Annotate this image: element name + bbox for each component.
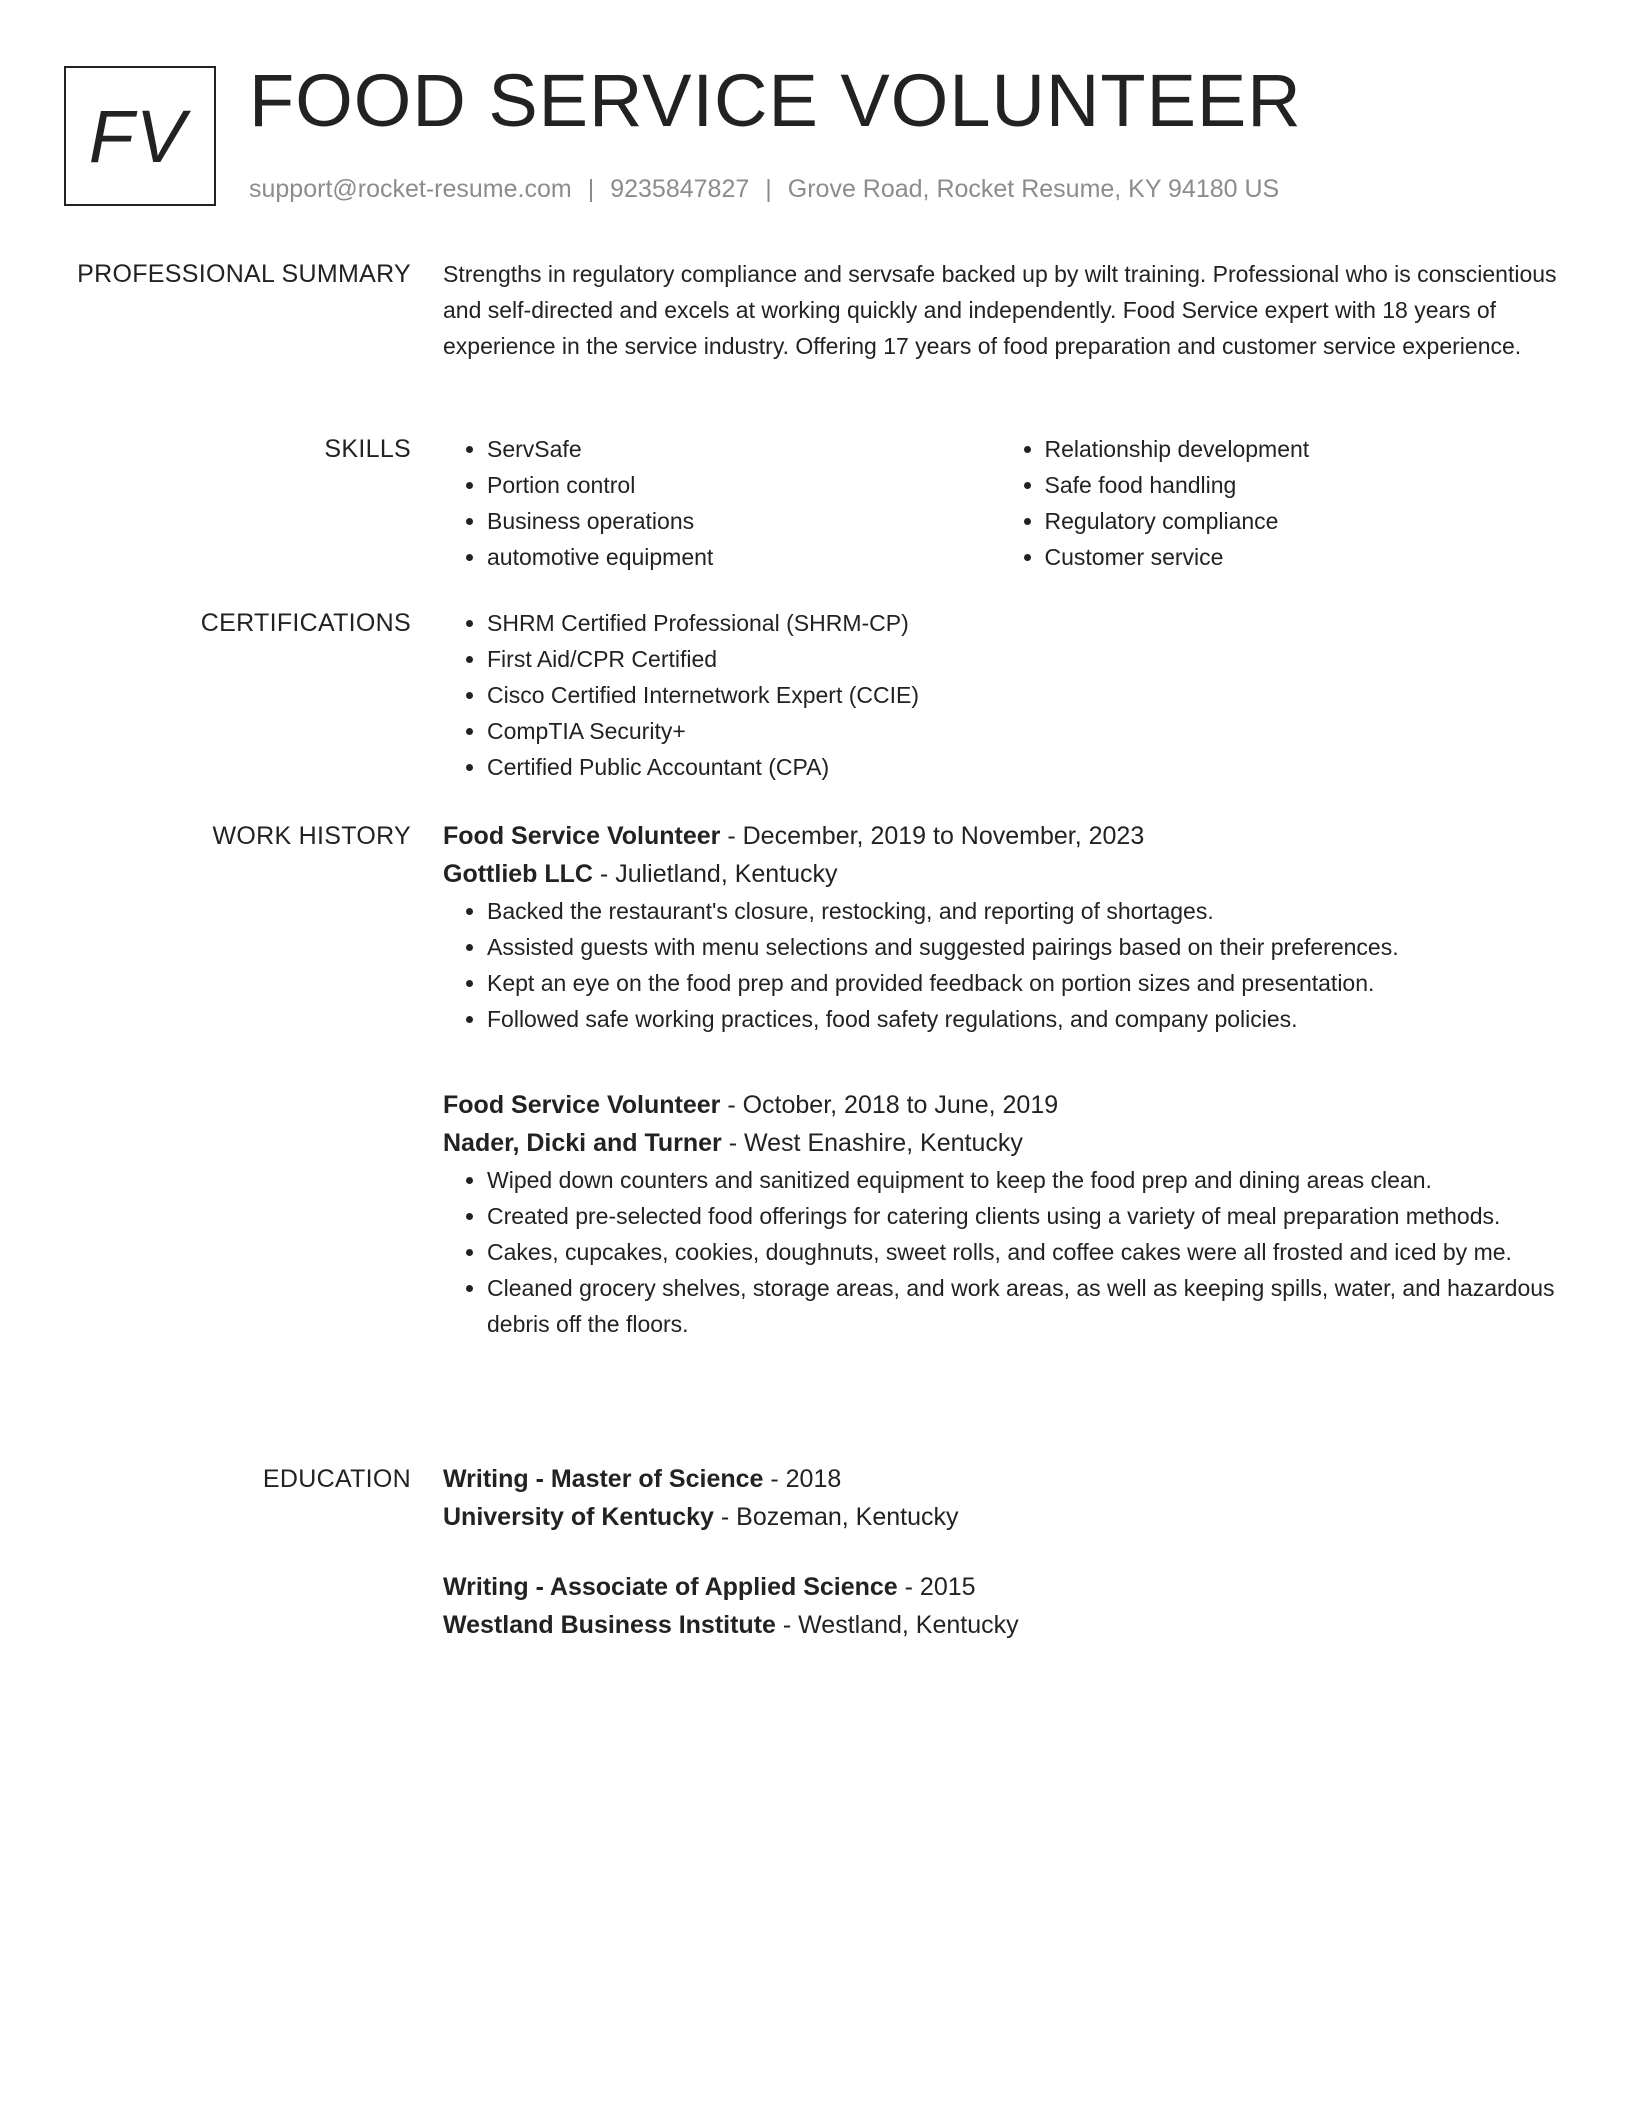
job-title-line	[443, 1086, 1558, 1124]
contact-separator: |	[587, 175, 595, 203]
job-bullet: • Followed safe working practices, food safety regulations, and company policies.	[487, 1001, 1558, 1037]
job-title: Food Service Volunteer	[443, 822, 721, 850]
school-line	[443, 1498, 1558, 1536]
degree-name: Writing - Associate of Applied Science	[443, 1573, 898, 1601]
section-label-education: EDUCATION	[262, 1465, 411, 1493]
contact-separator: |	[765, 175, 772, 203]
contact-line	[249, 172, 1279, 206]
job-bullets	[443, 1162, 1558, 1342]
skill-item: • ServSafe	[487, 431, 1001, 467]
school-location: - Bozeman, Kentucky	[713, 1503, 959, 1531]
job-location: - Julietland, Kentucky	[592, 860, 838, 888]
job-bullet: • Wiped down counters and sanitized equipment to keep the food prep and dining areas clean.	[487, 1162, 1558, 1198]
job-company: Nader, Dicki and Turner	[443, 1129, 722, 1157]
section-label-skills: SKILLS	[324, 435, 411, 463]
skills-list-right	[1001, 431, 1559, 575]
summary-text: Strengths in regulatory compliance and servsafe backed up by wilt training. Professional who is conscientious and self-directed and excels at working quickly and independently. Food Service expert with 18 years of experience in the service industry. Offering 17 years of food preparation and customer service experience.	[443, 261, 1557, 359]
degree-year: - 2018	[763, 1465, 842, 1493]
job-bullet: • Assisted guests with menu selections and suggested pairings based on their preferences.	[487, 929, 1558, 965]
monogram-initials: FV	[88, 94, 188, 178]
school-line	[443, 1606, 1558, 1644]
job-company-line	[443, 855, 1558, 893]
school-name: University of Kentucky	[443, 1503, 714, 1531]
job-bullet: • Created pre-selected food offerings for catering clients using a variety of meal preparation methods.	[487, 1198, 1558, 1234]
certification-item: • First Aid/CPR Certified	[487, 641, 1558, 677]
certification-item: • CompTIA Security+	[487, 713, 1558, 749]
job-location: - West Enashire, Kentucky	[721, 1129, 1023, 1157]
degree-line	[443, 1568, 1558, 1606]
certifications-list	[443, 605, 1558, 785]
job-dates: - December, 2019 to November, 2023	[720, 822, 1145, 850]
monogram-box	[64, 66, 216, 206]
skill-item: • Business operations	[487, 503, 1001, 539]
skill-item: • Customer service	[1045, 539, 1559, 575]
section-label-certifications: CERTIFICATIONS	[200, 609, 411, 637]
skill-item: • Portion control	[487, 467, 1001, 503]
job-bullet: • Backed the restaurant's closure, restocking, and reporting of shortages.	[487, 893, 1558, 929]
degree-name: Writing - Master of Science	[443, 1465, 764, 1493]
job-bullet: • Cleaned grocery shelves, storage areas, and work areas, as well as keeping spills, water, and hazardous debris off the floors.	[487, 1270, 1558, 1342]
job-bullet: • Cakes, cupcakes, cookies, doughnuts, sweet rolls, and coffee cakes were all frosted and iced by me.	[487, 1234, 1558, 1270]
job-bullet: • Kept an eye on the food prep and provided feedback on portion sizes and presentation.	[487, 965, 1558, 1001]
job-dates: - October, 2018 to June, 2019	[720, 1091, 1059, 1119]
skill-item: • Safe food handling	[1045, 467, 1559, 503]
contact-phone: 9235847827	[610, 175, 750, 203]
contact-address: Grove Road, Rocket Resume, KY 94180 US	[787, 175, 1280, 203]
job-company-line	[443, 1124, 1558, 1162]
resume-title: FOOD SERVICE VOLUNTEER	[249, 59, 1302, 142]
job-title: Food Service Volunteer	[443, 1091, 721, 1119]
degree-year: - 2015	[897, 1573, 976, 1601]
school-location: - Westland, Kentucky	[775, 1611, 1019, 1639]
contact-email: support@rocket-resume.com	[249, 175, 572, 203]
degree-line	[443, 1460, 1558, 1498]
certification-item: • SHRM Certified Professional (SHRM-CP)	[487, 605, 1558, 641]
school-name: Westland Business Institute	[443, 1611, 776, 1639]
job-company: Gottlieb LLC	[443, 860, 593, 888]
skill-item: • Regulatory compliance	[1045, 503, 1559, 539]
job-bullets	[443, 893, 1558, 1037]
skill-item: • Relationship development	[1045, 431, 1559, 467]
job-title-line	[443, 817, 1558, 855]
section-label-work-history: WORK HISTORY	[212, 822, 411, 850]
skill-item: • automotive equipment	[487, 539, 1001, 575]
certification-item: • Certified Public Accountant (CPA)	[487, 749, 1558, 785]
skills-list-left	[443, 431, 1001, 575]
section-label-summary: PROFESSIONAL SUMMARY	[77, 260, 411, 288]
certification-item: • Cisco Certified Internetwork Expert (CCIE)	[487, 677, 1558, 713]
